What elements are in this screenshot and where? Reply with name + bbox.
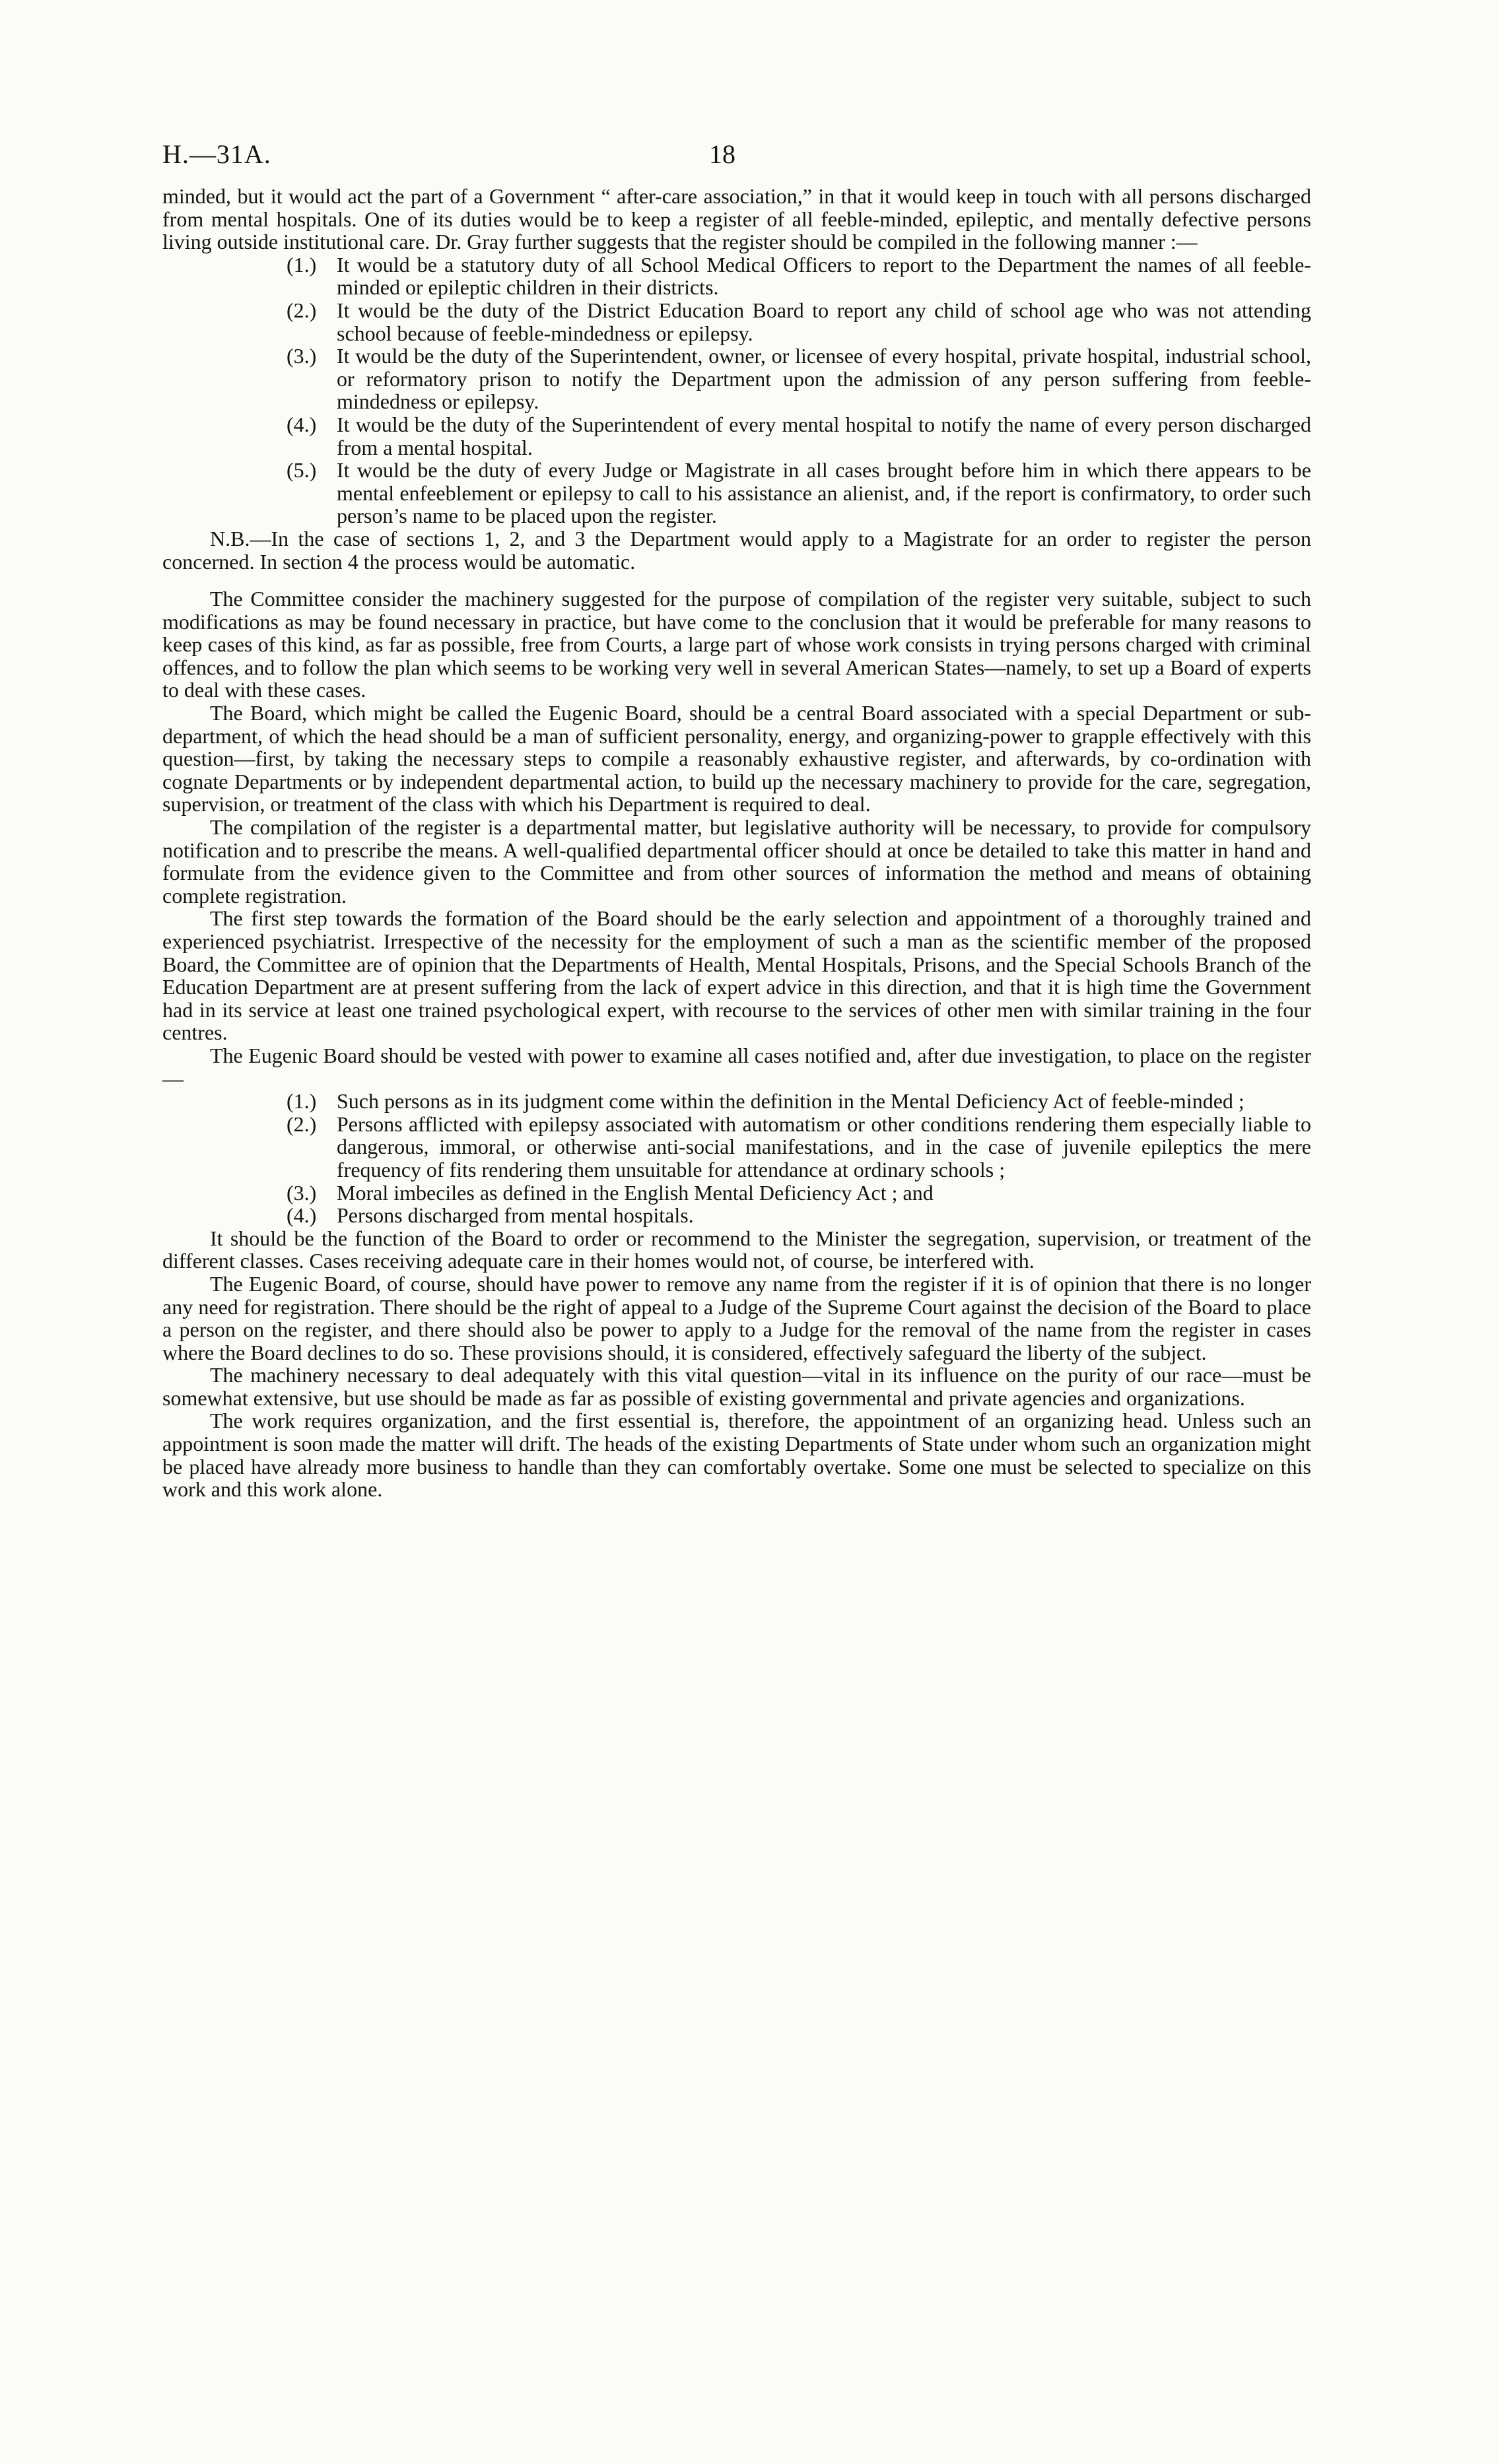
register-categories-list	[162, 1090, 1311, 1227]
paragraph-compilation: The compilation of the register is a departmental matter, but legislative authority will be necessary, to provide for compulsory notification and to prescribe the means. A well-qualified departmental officer should at once be detailed to take this matter in hand and formulate from the evidence given to the Committee and from other sources of information the method and means of obtaining complete registration.	[162, 815, 1311, 908]
paragraph-vested: The Eugenic Board should be vested with power to examine all cases notified and, after due investigation, to place on the register—	[162, 1043, 1311, 1090]
document-page	[162, 139, 1311, 1501]
list-marker: (3.)	[287, 344, 317, 368]
paragraph-committee: The Committee consider the machinery suggested for the purpose of compilation of the register very suitable, subject to such modifications as may be found necessary in practice, but have come to the conclusion that it would be preferable for many reasons to keep cases of this kind, as far as possible, free from Courts, a large part of whose work consists in trying persons charged with criminal offences, and to follow the plan which seems to be working very well in several American States—namely, to set up a Board of experts to deal with these cases.	[162, 587, 1311, 702]
list-item	[287, 252, 1311, 300]
document-body	[162, 185, 1311, 1501]
paragraph-eugenic-board: The Board, which might be called the Eugenic Board, should be a central Board associated with a special Department or sub-department, of which the head should be a man of sufficient personality, energy, and organizing-power to grapple effectively with this question—first, by taking the necessary steps to compile a reasonably exhaustive register, and afterwards, by co-ordination with cognate Departments or by independent departmental action, to build up the necessary machinery to provide for the care, segregation, supervision, or treatment of the class with which his Department is required to deal.	[162, 701, 1311, 816]
list-item-text: It would be the duty of the Superintendent of every mental hospital to notify the name of every person discharged from a mental hospital.	[337, 412, 1311, 459]
list-marker: (4.)	[287, 412, 317, 436]
list-item-text: Persons discharged from mental hospitals.	[337, 1203, 694, 1228]
list-marker: (1.)	[287, 252, 317, 277]
page-number: 18	[709, 139, 735, 169]
gray-register-list	[162, 253, 1311, 527]
list-item	[287, 298, 1311, 345]
list-item	[287, 1112, 1311, 1182]
list-item	[287, 1180, 1311, 1205]
list-item-text: Such persons as in its judgment come within the definition in the Mental Deficiency Act of feeble-minded ;	[337, 1089, 1244, 1114]
paragraph-machinery: The machinery necessary to deal adequately with this vital question—vital in its influence on the purity of our race—must be somewhat extensive, but use should be made as far as possible of existing governmental and private agencies and organizations.	[162, 1363, 1311, 1410]
list-item	[287, 344, 1311, 414]
list-item	[287, 1089, 1311, 1114]
list-marker: (3.)	[287, 1180, 317, 1205]
paragraph-first-step: The first step towards the formation of the Board should be the early selection and appointment of a thoroughly trained and experienced psychiatrist. Irrespective of the necessity for the employment of such a man as the scientific member of the proposed Board, the Committee are of opinion that the Departments of Health, Mental Hospitals, Prisons, and the Special Schools Branch of the Education Department are at present suffering from the lack of expert advice in this direction, and that it is high time the Government had in its service at least one trained psychological expert, with recourse to the services of other men with similar training in the four centres.	[162, 906, 1311, 1045]
list-marker: (5.)	[287, 458, 317, 483]
paragraph-function: It should be the function of the Board to order or recommend to the Minister the segregation, supervision, or treatment of the different classes. Cases receiving adequate care in their homes would not, of course, be interfered with.	[162, 1226, 1311, 1273]
list-item-text: Moral imbeciles as defined in the English Mental Deficiency Act ; and	[337, 1180, 934, 1205]
list-item-text: It would be the duty of the Superintendent, owner, or licensee of every hospital, private hospital, industrial school, or reformatory prison to notify the Department upon the admission of any person suffering from feeble-mindedness or epilepsy.	[337, 344, 1311, 414]
list-item	[287, 412, 1311, 459]
list-item-text: It would be the duty of the District Education Board to report any child of school age who was not attending school because of feeble-mindedness or epilepsy.	[337, 298, 1311, 345]
paragraph-intro: minded, but it would act the part of a Government “ after-care association,” in that it would keep in touch with all persons discharged from mental hospitals. One of its duties would be to keep a register of all feeble-minded, epileptic, and mentally defective persons living outside institutional care. Dr. Gray further suggests that the register should be compiled in the following manner :—	[162, 184, 1311, 254]
paragraph-organization: The work requires organization, and the first essential is, therefore, the appointment of an organizing head. Unless such an appointment is soon made the matter will drift. The heads of the existing Departments of State under whom such an organization might be placed have already more business to handle than they can comfortably overtake. Some one must be selected to specialize on this work and this work alone.	[162, 1409, 1311, 1502]
list-item-text: It would be a statutory duty of all School Medical Officers to report to the Department the names of all feeble-minded or epileptic children in their districts.	[337, 252, 1311, 300]
list-marker: (4.)	[287, 1203, 317, 1228]
list-item	[287, 458, 1311, 528]
paragraph-remove-name: The Eugenic Board, of course, should have power to remove any name from the register if it is of opinion that there is no longer any need for registration. There should be the right of appeal to a Judge of the Supreme Court against the decision of the Board to place a person on the register, and there should also be power to apply to a Judge for the removal of the name from the register in cases where the Board declines to do so. These provisions should, it is considered, effectively safeguard the liberty of the subject.	[162, 1271, 1311, 1364]
list-item	[287, 1203, 1311, 1228]
list-marker: (2.)	[287, 1112, 317, 1136]
list-item-text: It would be the duty of every Judge or Magistrate in all cases brought before him in which there appears to be mental enfeeblement or epilepsy to call to his assistance an alienist, and, if the report is confirmatory, to order such person’s name to be placed upon the register.	[337, 458, 1311, 528]
page-header	[162, 139, 1311, 185]
document-reference: H.—31A.	[162, 139, 271, 169]
list-item-text: Persons afflicted with epilepsy associated with automatism or other conditions rendering them especially liable to dangerous, immoral, or otherwise anti-social manifestations, and in the case of juvenile epileptics the mere frequency of fits rendering them unsuitable for attendance at ordinary schools ;	[337, 1112, 1311, 1182]
paragraph-nb: N.B.—In the case of sections 1, 2, and 3 the Department would apply to a Magistrate for an order to register the person concerned. In section 4 the process would be automatic.	[162, 526, 1311, 574]
list-marker: (2.)	[287, 298, 317, 322]
list-marker: (1.)	[287, 1089, 317, 1114]
